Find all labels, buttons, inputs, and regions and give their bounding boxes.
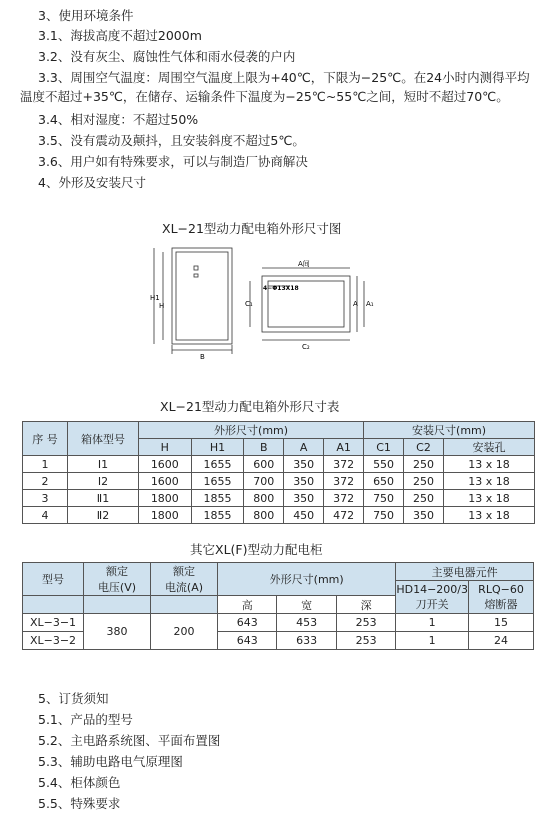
- item-5-1: 5.1、产品的型号: [38, 712, 133, 727]
- cell: XL−3−2: [23, 632, 84, 650]
- table-row: [23, 614, 534, 632]
- cell: 1655: [191, 456, 244, 473]
- table2-title: 其它XL(F)型动力配电柜: [190, 542, 323, 557]
- subcol: C2: [404, 439, 444, 456]
- col-fuse: RLQ−60 熔断器: [469, 581, 534, 614]
- cell: 253: [336, 614, 396, 632]
- col-model: 箱体型号: [68, 422, 139, 456]
- subcol-w: 宽: [277, 596, 336, 614]
- subcol: 安装孔: [444, 439, 535, 456]
- cell: 450: [284, 507, 324, 524]
- handle-mark: [194, 274, 198, 277]
- col-current: 额定 电流(A): [151, 563, 218, 596]
- cell-current: 200: [151, 614, 218, 650]
- cell: 1: [396, 632, 469, 650]
- cell: 253: [336, 632, 396, 650]
- label-b: B: [200, 353, 205, 361]
- col-switch: HD14−200/3 刀开关: [396, 581, 469, 614]
- cabinet-door: [176, 252, 228, 340]
- lock-mark: [194, 266, 198, 270]
- cell: 3: [23, 490, 68, 507]
- item-5-2: 5.2、主电路系统图、平面布置图: [38, 733, 221, 748]
- cell: 550: [364, 456, 404, 473]
- cell: Ⅰ2: [68, 473, 139, 490]
- item-3-5: 3.5、没有震动及颠抖，且安装斜度不超过5℃。: [38, 133, 305, 148]
- subcol-d: 深: [336, 596, 396, 614]
- drawing-title: XL−21型动力配电箱外形尺寸图: [162, 221, 342, 236]
- subcol: A1: [324, 439, 364, 456]
- cell: 1: [23, 456, 68, 473]
- col-main: 主要电器元件: [396, 563, 534, 581]
- cell: 250: [404, 456, 444, 473]
- dimension-drawing: [150, 246, 380, 366]
- cell: 13 x 18: [444, 473, 535, 490]
- cell: 1800: [139, 507, 192, 524]
- empty-cell: [84, 596, 151, 614]
- cell: Ⅱ2: [68, 507, 139, 524]
- item-3-6: 3.6、用户如有特殊要求，可以与制造厂协商解决: [38, 154, 308, 169]
- label-c1: C₁: [245, 300, 253, 308]
- subcol-h: 高: [218, 596, 277, 614]
- cell: 1800: [139, 490, 192, 507]
- section-3-title: 3、使用环境条件: [38, 8, 134, 23]
- col-voltage: 额定 电压(V): [84, 563, 151, 596]
- cell: 350: [284, 456, 324, 473]
- cell: 633: [277, 632, 336, 650]
- cell: 750: [364, 490, 404, 507]
- table-row: [23, 490, 535, 507]
- cell: 13 x 18: [444, 456, 535, 473]
- cell: Ⅱ1: [68, 490, 139, 507]
- empty-cell: [151, 596, 218, 614]
- label-h1: H1: [150, 294, 160, 302]
- cell: 250: [404, 490, 444, 507]
- subcol: B: [244, 439, 284, 456]
- cell: 750: [364, 507, 404, 524]
- cell: 800: [244, 490, 284, 507]
- cell: 1600: [139, 473, 192, 490]
- cell: 350: [404, 507, 444, 524]
- label-hole: 4−Φ13X18: [263, 285, 299, 292]
- subcol: H: [139, 439, 192, 456]
- cell: 13 x 18: [444, 490, 535, 507]
- cell: 1: [396, 614, 469, 632]
- label-a1: A₁: [366, 300, 374, 308]
- cell: 4: [23, 507, 68, 524]
- cell: 1855: [191, 507, 244, 524]
- item-5-5: 5.5、特殊要求: [38, 796, 121, 811]
- cell: 1655: [191, 473, 244, 490]
- cell: 800: [244, 507, 284, 524]
- col-outer: 外形尺寸(mm): [139, 422, 364, 439]
- cell: 372: [324, 456, 364, 473]
- item-3-4: 3.4、相对湿度：不超过50%: [38, 112, 199, 127]
- label-h: H: [159, 302, 165, 310]
- col-outer: 外形尺寸(mm): [218, 563, 396, 596]
- table-row: [23, 507, 535, 524]
- cell: 24: [469, 632, 534, 650]
- cell: 600: [244, 456, 284, 473]
- item-3-1: 3.1、海拔高度不超过2000m: [38, 28, 202, 43]
- cell: 472: [324, 507, 364, 524]
- cell: 1855: [191, 490, 244, 507]
- cell: 372: [324, 490, 364, 507]
- item-3-3: 3.3、周围空气温度：周围空气温度上限为+40℃，下限为−25℃。在24小时内测得平均温度不超过+35℃，在储存、运输条件下温度为−25℃~55℃之间，短时不超过70℃。: [20, 70, 530, 104]
- item-5-4: 5.4、柜体颜色: [38, 775, 121, 790]
- label-a-right: A: [353, 300, 358, 308]
- cell: 13 x 18: [444, 507, 535, 524]
- item-5-3: 5.3、辅助电路电气原理图: [38, 754, 183, 769]
- cell-voltage: 380: [84, 614, 151, 650]
- table-row: [23, 473, 535, 490]
- cell: 700: [244, 473, 284, 490]
- cell: 372: [324, 473, 364, 490]
- table1-title: XL−21型动力配电箱外形尺寸表: [160, 399, 340, 414]
- section-5-title: 5、订货须知: [38, 691, 109, 706]
- col-install: 安装尺寸(mm): [364, 422, 535, 439]
- label-a-top: A间: [298, 260, 310, 268]
- cell: Ⅰ1: [68, 456, 139, 473]
- cell: 250: [404, 473, 444, 490]
- empty-cell: [23, 596, 84, 614]
- cabinet-table: [22, 562, 534, 650]
- cell: 2: [23, 473, 68, 490]
- subcol: A: [284, 439, 324, 456]
- cell: 650: [364, 473, 404, 490]
- label-c2: C₂: [302, 343, 310, 351]
- cell: 643: [218, 632, 277, 650]
- cell: 643: [218, 614, 277, 632]
- subcol: H1: [191, 439, 244, 456]
- cell: 1600: [139, 456, 192, 473]
- col-model: 型号: [23, 563, 84, 596]
- cell: 15: [469, 614, 534, 632]
- subcol: C1: [364, 439, 404, 456]
- col-seq: 序 号: [23, 422, 68, 456]
- cell: 350: [284, 473, 324, 490]
- dimension-table: [22, 421, 535, 524]
- item-3-2: 3.2、没有灰尘、腐蚀性气体和雨水侵袭的户内: [38, 49, 296, 64]
- cell: XL−3−1: [23, 614, 84, 632]
- cell: 350: [284, 490, 324, 507]
- cabinet-outline: [172, 248, 232, 344]
- section-4-title: 4、外形及安装尺寸: [38, 175, 146, 190]
- table-row: [23, 456, 535, 473]
- cell: 453: [277, 614, 336, 632]
